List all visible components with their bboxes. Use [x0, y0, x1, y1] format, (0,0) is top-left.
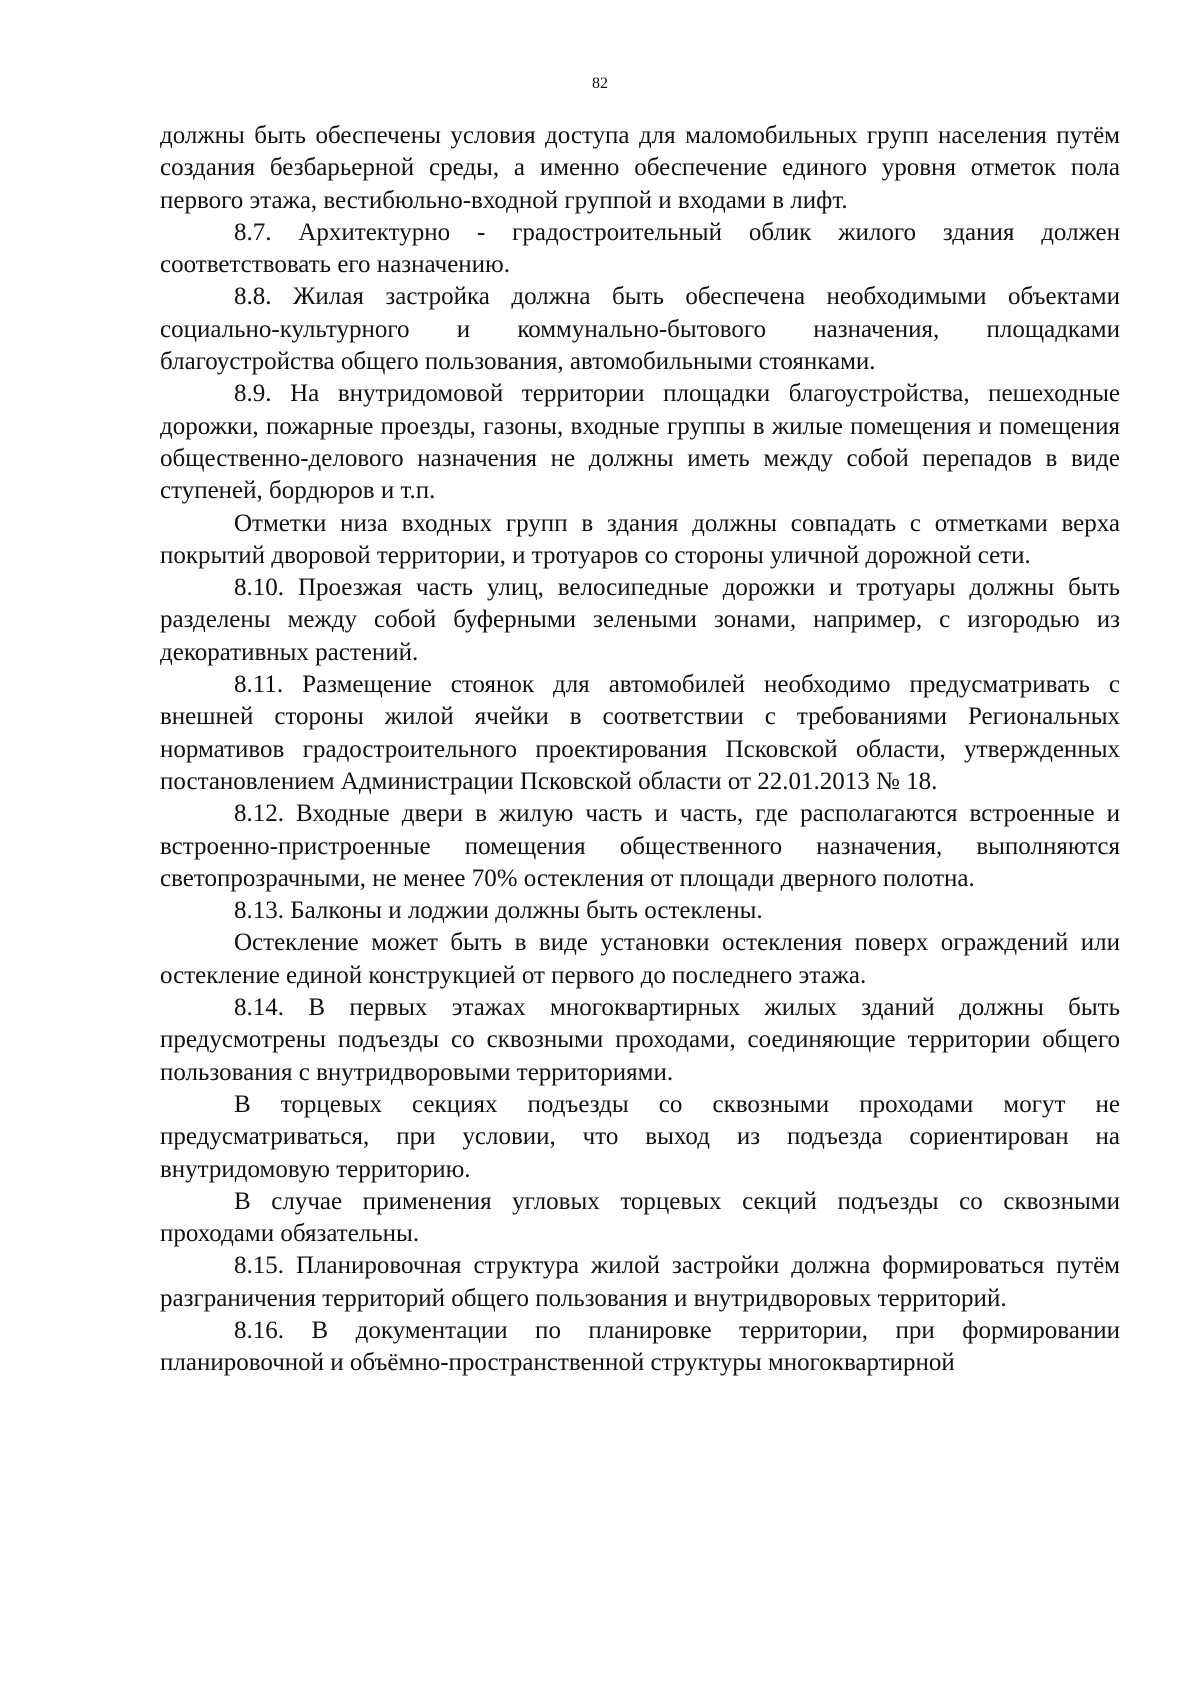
- paragraph-8-9: 8.9. На внутридомовой территории площадки благоустройства, пешеходные дорожки, пожарные проезды, газоны, входные группы в жилые помещения и помещения общественно-делового назначения не должны иметь между собой перепадов в виде ступеней, бордюров и т.п.: [160, 380, 1120, 505]
- paragraph-8-14: 8.14. В первых этажах многоквартирных жилых зданий должны быть предусмотрены подъезды со сквозными проходами, соединяющие территории общего пользования с внутридворовыми территориями.: [160, 994, 1120, 1086]
- paragraph-8-13-glazing: Остекление может быть в виде установки остекления поверх ограждений или остекление единой конструкцией от первого до последнего этажа.: [160, 929, 1120, 989]
- paragraph-8-16: 8.16. В документации по планировке территории, при формировании планировочной и объёмно-пространственной структуры многоквартирной: [160, 1316, 1120, 1377]
- paragraph-8-13: 8.13. Балконы и лоджии должны быть остеклены.: [234, 897, 763, 925]
- paragraph-8-8: 8.8. Жилая застройка должна быть обеспечена необходимыми объектами социально-культурного и коммунально-бытового назначения, площадками благоустройства общего пользования, автомобильными стоянками.: [160, 283, 1120, 376]
- page-number: 82: [592, 75, 608, 92]
- paragraph-8-14-corner-sections: В случае применения угловых торцевых секций подъезды со сквозными проходами обязательны.: [160, 1187, 1120, 1248]
- paragraph-8-7: 8.7. Архитектурно - градостроительный облик жилого здания должен соответствовать его назначению.: [160, 218, 1120, 279]
- paragraph-8-11: 8.11. Размещение стоянок для автомобилей необходимо предусматривать с внешней стороны жилой ячейки в соответствии с требованиями Региональных нормативов градостроительного проектирования Псковской области, утвержденных постановлением Администрации Псковской области от 22.01.2013 № 18.: [160, 671, 1120, 795]
- paragraph-8-15: 8.15. Планировочная структура жилой застройки должна формироваться путём разграничения территорий общего пользования и внутридворовых территорий.: [160, 1252, 1120, 1312]
- paragraph-8-9-entrance-levels: Отметки низа входных групп в здания должны совпадать с отметками верха покрытий дворовой территории, и тротуаров со стороны уличной дорожной сети.: [160, 509, 1120, 569]
- paragraph-continuation: должны быть обеспечены условия доступа для маломобильных групп населения путём создания безбарьерной среды, а именно обеспечение единого уровня отметок пола первого этажа, вестибюльно-входной группой и входами в лифт.: [160, 122, 1120, 214]
- document-body: [160, 120, 1120, 1380]
- paragraph-8-12: 8.12. Входные двери в жилую часть и часть, где располагаются встроенные и встроенно-пристроенные помещения общественного назначения, выполняются светопрозрачными, не менее 70% остекления от площади дверного полотна.: [160, 800, 1120, 892]
- paragraph-8-14-end-sections: В торцевых секциях подъезды со сквозными проходами могут не предусматриваться, при условии, что выход из подъезда сориентирован на внутридомовую территорию.: [160, 1090, 1120, 1183]
- paragraph-8-10: 8.10. Проезжая часть улиц, велосипедные дорожки и тротуары должны быть разделены между собой буферными зелеными зонами, например, с изгородью из декоративных растений.: [160, 574, 1120, 666]
